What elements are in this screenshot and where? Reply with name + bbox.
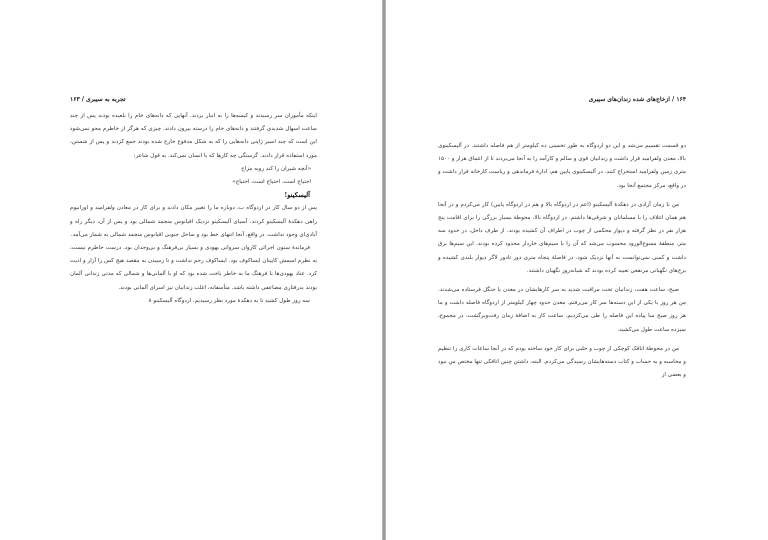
right-paragraph: من تا زمان آزادی در دهکدهٔ آلیسکینو (اعم در اردوگاه بالا و هم در اردوگاه پایین) کار می‌کردم و در آنجا هم همان ائتلاف را با مسلمانان و شرقی‌ها داشتم. در اردوگاه بالا، محوطهٔ بسیار بزرگی را برای اقامت پنج هزار نفر در نظر گرفته و دیوار محکمی از چوب در اطراف آن کشیده بودند. از طرف داخل، در حدود سه متر، منطقهٔ ممنوع‌الورود محسوب می‌شد که آن را با سیم‌های خاردار محدود کرده بودند. این سیم‌ها برق داشت و کسی نمی‌توانست به آنها نزدیک شود. در فاصلهٔ پنجاه متری دور تادور لاگر دیوار بلندی کشیده و برج‌های نگهبانی مرتفعی تعبیه کرده بودند که شبانه‌روز نگهبان داشتند. (438, 201, 686, 274)
verse-line: احتیاج است، احتیاج است، احتیاج» (232, 179, 311, 186)
right-paragraph: دو قسمت تقسیم می‌شد و این دو اردوگاه به طور تخمینی ده کیلومتر از هم فاصله داشتند. در آلیسکینوی بالا، معدن ولفرامید قرار داشت و زندانیان قوی و سالم و کارآمد را به آنجا می‌بردند تا از اعماق هزار و ۱۵۰۰ متری زمین ولفرامید استخراج کنند. در آلیسکینوی پایین هم، ادارهٔ فرماندهی و ریاست کارخانه قرار داشت و در واقع، مرکز مجتمع آنجا بود. (438, 143, 686, 189)
section-title: آلیسکینو! (284, 191, 310, 200)
right-paragraph: صبح، ساعت هفت، زندانیان تحت مراقبت شدید به سر کارهایشان در معدن یا جنگل فرستاده می‌شدند. من هر روز با یکی از این دسته‌ها سر کار می‌رفتم. معدن حدود چهار کیلومتر از اردوگاه فاصله داشت و ما هر روز صبح سا پیاده این فاصله را طی می‌کردیم. ساعت کار به اضافهٔ زمان رفت‌وبرگشت، در مجموع، سیزده ساعت طول می‌کشید. (438, 287, 686, 333)
right-paragraph: من در محوطهٔ اتاقک کوچکی از چوب و حلبی برای کار خود ساخته بودم که در آنجا ساعات کاری را تنظیم و محاسبه و به حساب و کتاب دسته‌هایشان رسیدگی می‌کردم. البته، داشتن چنین اتاقکی تنها مختص من نبود و بعضی از (438, 345, 686, 379)
right-page-body (438, 140, 686, 382)
right-page-header: ۱۶۴ / ازخاج‌های شده زندان‌های سیبری (588, 96, 686, 103)
left-page-header: تجربه به سیبری / ۱۶۳ (70, 96, 126, 103)
left-paragraph: فرماندهٔ ستون اجرائی کاروان سروانی یهودی و بسیار بی‌فرهنگ و بی‌وجدان بود. درست خاطرم نیست، به نظرم اسمش کاپیتان ایساکوف بود. ایساکوف رحم نداشت و تا رسیدن به مقصد هیچ کس را آزار و اذیت کرد. عناد یهودی‌ها با فرهنگ ما به خاطر باخت شده بود که او با آلمانی‌ها و شمالی که مدتی زندانی آلمان بودند بدرفتاری مضاعفی داشته باشد. متأسفانه، اغلب زندانیان نیز اسرای آلمانی بودند. (70, 245, 317, 291)
left-paragraph: پس از دو سال کار در اردوگاه ب، دوباره ما را تغییر مکان دادند و برای کار در معادن ولفرامید و اورانیوم راهی دهکدهٔ آلیسکینو کردند. آسیای آلیسکینو نزدیک اقیانوس منجمد شمالی بود و پس از آن، دیگر راه و آبادی‌ای وجود نداشت. در واقع، آنجا انتهای خط بود و ساحل جنوبی اقیانوس منجمد شمالی به شمار می‌آمد. (70, 205, 317, 238)
verse-line: «آنچه شیران را کند روبه مزاج (241, 165, 311, 172)
right-page (385, 0, 768, 540)
left-paragraph: اینکه مأموران سر رسیدند و کیسه‌ها را به انبار بردند. آنهایی که دانه‌های خام را بلعیده بودند پس از چند ساعت اسهال شدیدی گرفتند و دانه‌های خام را درسته بیرون دادند. چیزی که هرگز از خاطرم محو نمی‌شود این است که چند اسیر ژاپنی دانه‌هایی را که به شکل مدفوع خارج شده بودند جمع کردند و پس از شستن، مورد استفاده قرار دادند. گرسنگی چه کارها که با انسان نمی‌کند. به قول شاعر: (70, 113, 317, 159)
left-paragraph: سه روز طول کشید تا به دهکدهٔ مورد نظر رسیدیم. اردوگاه آلیسکینو ۸ (148, 297, 310, 304)
left-page-body (70, 110, 317, 308)
left-page (0, 0, 383, 540)
